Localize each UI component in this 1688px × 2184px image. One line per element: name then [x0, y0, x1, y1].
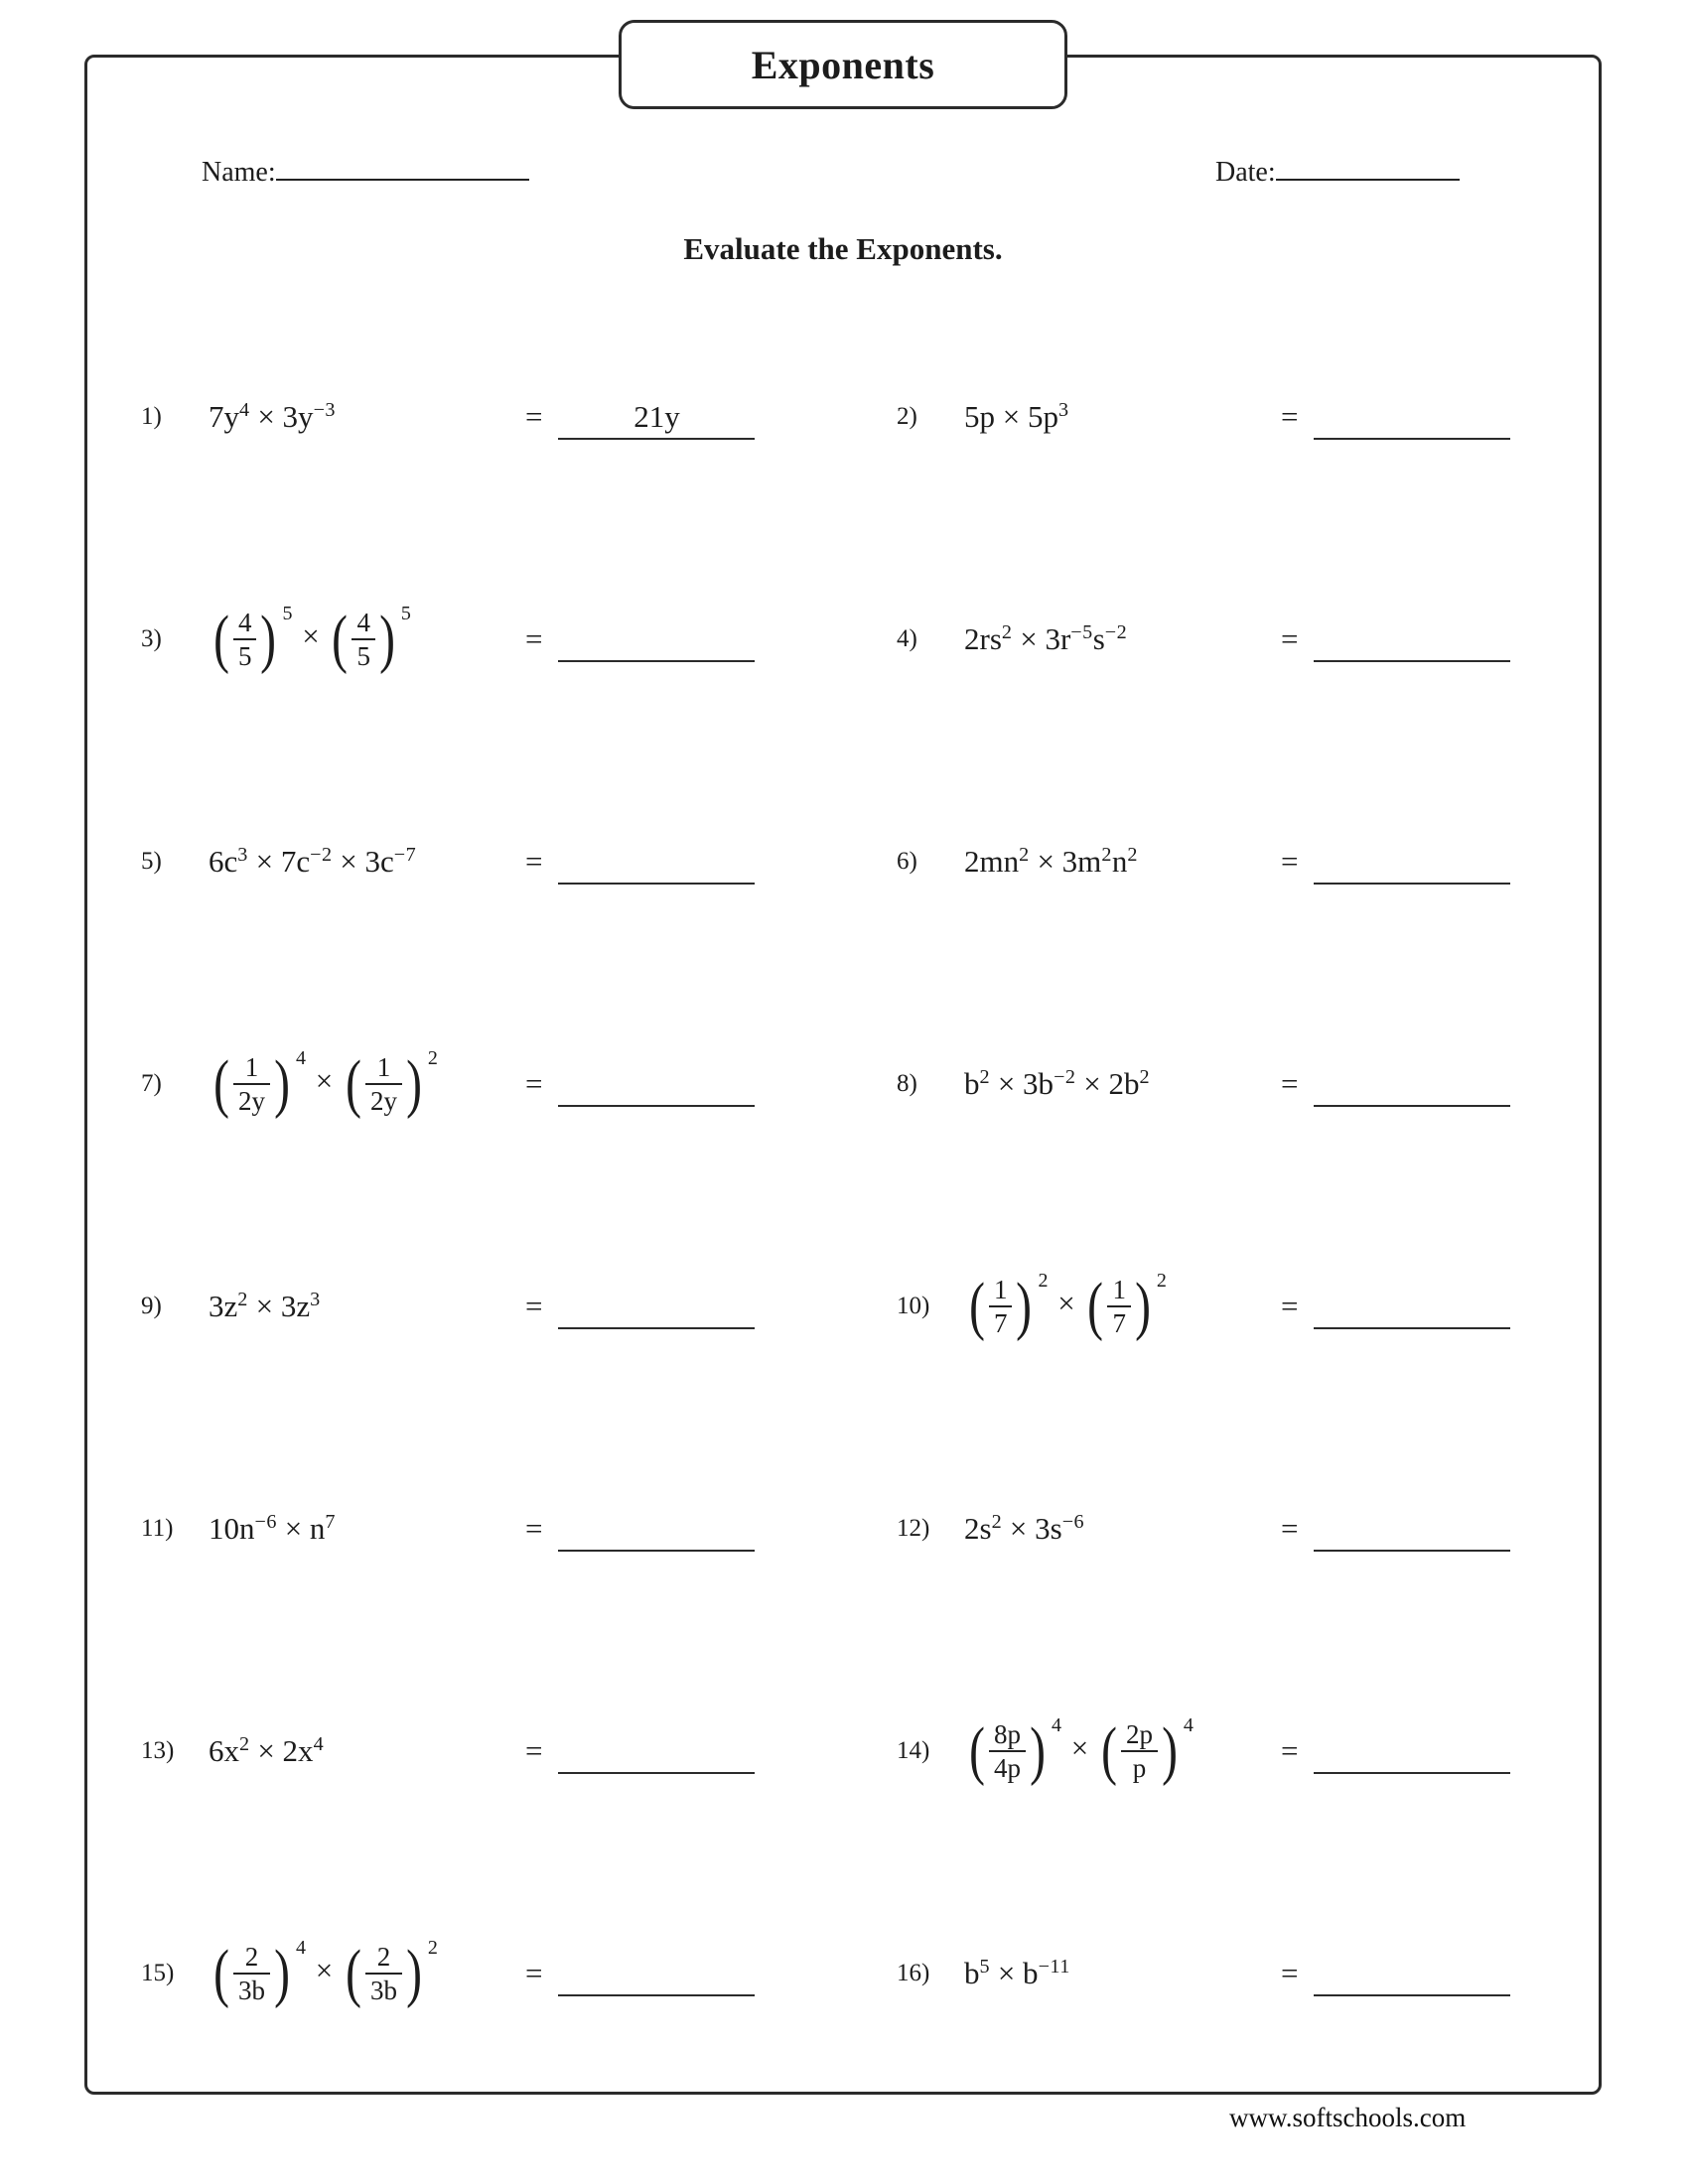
problem [843, 1951, 1591, 1996]
answer-text: 21y [633, 399, 680, 434]
close-paren: ) [406, 1937, 422, 2009]
fraction-numerator: 1 [989, 1275, 1013, 1307]
equals-sign: = [1281, 399, 1299, 434]
close-paren: ) [379, 603, 395, 675]
fraction [233, 1052, 270, 1116]
problem-number: 13) [141, 1737, 175, 1764]
expression-text: 2s [964, 1511, 992, 1546]
problem-row [95, 1640, 1591, 1862]
fraction [1107, 1275, 1131, 1338]
problem-expression [209, 1289, 521, 1324]
equals-sign: = [525, 399, 543, 434]
equals-sign: = [1281, 1066, 1299, 1101]
open-paren: ( [213, 603, 229, 675]
answer-line [558, 616, 755, 662]
exponent-superscript: 2 [237, 1288, 248, 1310]
expression-content [964, 1511, 1084, 1547]
problem-expression [964, 399, 1277, 435]
fraction-group [211, 603, 292, 676]
equals-sign: = [525, 1733, 543, 1768]
exponent-superscript: −2 [1054, 1065, 1076, 1088]
expression-text: s [1092, 621, 1105, 656]
open-paren: ( [346, 1937, 361, 2009]
fraction-denominator: p [1132, 1753, 1147, 1783]
open-paren: ( [332, 603, 349, 675]
expression-text: 2mn [964, 844, 1020, 879]
exponent-superscript: 2 [427, 1937, 438, 1959]
exponent-superscript: 2 [1019, 843, 1030, 866]
problem-number: 8) [897, 1070, 917, 1097]
equals-sign: = [525, 1956, 543, 1990]
expression-content [209, 1047, 440, 1121]
problem-number: 4) [897, 625, 917, 652]
exponent-superscript: 2 [979, 1065, 991, 1088]
answer-line [558, 1951, 755, 1996]
fraction-numerator: 4 [233, 608, 257, 640]
expression-text: × 3r [1012, 621, 1071, 656]
fraction-denominator: 3b [369, 1976, 397, 2005]
fraction-group [343, 1047, 438, 1121]
expression-text: × [1050, 1286, 1083, 1321]
expression-text: 3z [209, 1289, 238, 1323]
problem-row [95, 1418, 1591, 1640]
open-paren: ( [1087, 1270, 1104, 1342]
close-paren: ) [406, 1047, 422, 1120]
problem [95, 839, 843, 885]
answer-line [558, 1284, 755, 1329]
exponent-superscript: 3 [237, 843, 248, 866]
equals-sign: = [525, 1289, 543, 1323]
answer-line [558, 839, 755, 885]
fraction-group [1098, 1714, 1194, 1788]
fraction-group [329, 603, 410, 676]
problem-number: 2) [897, 403, 917, 430]
expression-text: 6x [209, 1733, 239, 1768]
fraction-numerator: 2p [1121, 1719, 1158, 1752]
fraction-numerator: 8p [989, 1719, 1026, 1752]
exponent-superscript: 4 [1183, 1714, 1194, 1736]
problem-row [95, 973, 1591, 1195]
equals-sign: = [1281, 621, 1299, 656]
equals-sign: = [525, 621, 543, 656]
fraction-denominator: 5 [237, 641, 252, 671]
fraction-denominator: 7 [1112, 1308, 1126, 1338]
equals-sign: = [1281, 1956, 1299, 1990]
exponent-superscript: 4 [313, 1732, 325, 1755]
answer-line [1314, 394, 1510, 440]
problem-number: 15) [141, 1960, 175, 1986]
exponent-superscript: −6 [1061, 1510, 1085, 1533]
exponent-superscript: 5 [282, 603, 293, 624]
expression-text: 5p × 5p [964, 399, 1058, 434]
name-blank-line [276, 153, 529, 181]
expression-text: × 3s [1002, 1511, 1062, 1546]
exponent-superscript: 2 [1101, 843, 1112, 866]
problem [95, 1506, 843, 1552]
expression-text: 10n [209, 1511, 255, 1546]
problem-expression [964, 1956, 1277, 1991]
exponent-superscript: −7 [393, 843, 417, 866]
close-paren: ) [260, 603, 277, 675]
open-paren: ( [969, 1714, 985, 1787]
close-paren: ) [274, 1937, 290, 2009]
answer-line [1314, 1506, 1510, 1552]
close-paren: ) [1016, 1270, 1033, 1342]
fraction-numerator: 1 [1107, 1275, 1131, 1307]
expression-text: × n [276, 1511, 326, 1546]
problem [843, 1061, 1591, 1107]
date-blank-line [1276, 153, 1460, 181]
fraction-group [1084, 1270, 1166, 1343]
answer-line [558, 394, 755, 440]
problem [843, 839, 1591, 885]
expression-text: n [1111, 844, 1128, 879]
exponent-superscript: 2 [427, 1047, 438, 1069]
expression-text: b [964, 1066, 980, 1101]
close-paren: ) [1135, 1270, 1151, 1342]
problem-expression [209, 603, 521, 676]
expression-text: × [294, 618, 328, 654]
problem [95, 1937, 843, 2010]
expression-text: × 7c [247, 844, 311, 879]
fraction-group [343, 1937, 438, 2010]
problem-expression [209, 844, 521, 880]
answer-line [1314, 1061, 1510, 1107]
problem-expression [964, 621, 1277, 657]
fraction-denominator: 5 [356, 641, 370, 671]
exponent-superscript: −3 [313, 398, 336, 421]
expression-content [964, 1066, 1150, 1102]
fraction [989, 1719, 1026, 1783]
open-paren: ( [1101, 1714, 1117, 1787]
fraction-group [966, 1714, 1061, 1788]
problem-expression [964, 1270, 1277, 1343]
fraction-group [211, 1937, 306, 2010]
exponent-superscript: 2 [1127, 843, 1138, 866]
exponent-superscript: 4 [1051, 1714, 1061, 1736]
exponent-superscript: 4 [295, 1937, 306, 1959]
exponent-superscript: 2 [991, 1510, 1003, 1533]
expression-text: × 3y [249, 399, 314, 434]
close-paren: ) [274, 1047, 290, 1120]
problem [843, 394, 1591, 440]
expression-text: × 3b [990, 1066, 1055, 1101]
answer-line [1314, 1728, 1510, 1774]
exponent-superscript: −5 [1070, 620, 1093, 643]
date-label: Date: [1215, 157, 1276, 188]
problem-expression [209, 1511, 521, 1547]
answer-line [1314, 1951, 1510, 1996]
name-label: Name: [202, 157, 276, 188]
equals-sign: = [525, 844, 543, 879]
fraction [989, 1275, 1013, 1338]
fraction [233, 608, 257, 671]
exponent-superscript: 5 [979, 1955, 991, 1978]
problem [843, 1714, 1591, 1788]
exponent-superscript: 5 [400, 603, 411, 624]
problem-expression [209, 1937, 521, 2010]
problem-number: 7) [141, 1070, 162, 1097]
answer-line [558, 1728, 755, 1774]
problem-number: 11) [141, 1515, 174, 1542]
fraction-denominator: 3b [237, 1976, 265, 2005]
expression-content [209, 1733, 324, 1769]
equals-sign: = [1281, 1511, 1299, 1546]
problem [843, 1506, 1591, 1552]
expression-text: × 2x [249, 1733, 314, 1768]
name-field [202, 153, 529, 189]
problem-number: 5) [141, 848, 162, 875]
expression-text: × 3c [332, 844, 394, 879]
exponent-superscript: 2 [239, 1732, 250, 1755]
exponent-superscript: 2 [1038, 1270, 1049, 1292]
problems-grid [95, 306, 1591, 2085]
close-paren: ) [1162, 1714, 1178, 1787]
problem-number: 9) [141, 1293, 162, 1319]
problem-row [95, 1195, 1591, 1418]
problem-expression [964, 1714, 1277, 1788]
exponent-superscript: −6 [254, 1510, 277, 1533]
fraction-numerator: 2 [233, 1942, 270, 1975]
problem [95, 1047, 843, 1121]
expression-text: 7y [209, 399, 239, 434]
expression-content [964, 1270, 1169, 1343]
problem [95, 1284, 843, 1329]
fraction-denominator: 7 [993, 1308, 1008, 1338]
expression-text: b [964, 1956, 980, 1990]
expression-content [209, 1511, 336, 1547]
answer-line [1314, 616, 1510, 662]
open-paren: ( [213, 1937, 229, 2009]
expression-content [209, 1289, 321, 1324]
problem-row [95, 1862, 1591, 2085]
equals-sign: = [1281, 844, 1299, 879]
problem-row [95, 751, 1591, 973]
exponent-superscript: 4 [295, 1047, 306, 1069]
problem-expression [209, 1733, 521, 1769]
problem-number: 6) [897, 848, 917, 875]
expression-text: × 3m [1029, 844, 1102, 879]
expression-content [209, 1937, 440, 2010]
problem-number: 10) [897, 1293, 930, 1319]
expression-text: × [307, 1063, 341, 1099]
problem-expression [964, 844, 1277, 880]
problem-expression [964, 1511, 1277, 1547]
worksheet-title: Exponents [751, 42, 935, 87]
footer-url: www.softschools.com [1229, 2103, 1467, 2132]
problem-row [95, 306, 1591, 528]
equals-sign: = [1281, 1289, 1299, 1323]
fraction-group [966, 1270, 1048, 1343]
exponent-superscript: 4 [239, 398, 250, 421]
fraction [365, 1052, 402, 1116]
expression-content [209, 399, 336, 435]
problem-row [95, 528, 1591, 751]
exponent-superscript: −11 [1038, 1955, 1070, 1978]
close-paren: ) [1030, 1714, 1046, 1787]
expression-content [964, 1956, 1070, 1991]
problem [95, 603, 843, 676]
answer-line [558, 1506, 755, 1552]
expression-text: × [307, 1953, 341, 1988]
exponent-superscript: −2 [1104, 620, 1128, 643]
problem-number: 12) [897, 1515, 930, 1542]
fraction-numerator: 4 [352, 608, 375, 640]
expression-text: × b [990, 1956, 1039, 1990]
problem [95, 1728, 843, 1774]
problem [95, 394, 843, 440]
exponent-superscript: 2 [1156, 1270, 1167, 1292]
exponent-superscript: 7 [325, 1510, 336, 1533]
fraction [233, 1942, 270, 2005]
fraction [365, 1942, 402, 2005]
expression-content [964, 1714, 1196, 1788]
expression-text: × 3z [247, 1289, 311, 1323]
expression-text: 6c [209, 844, 238, 879]
fraction [1121, 1719, 1158, 1783]
exponent-superscript: 2 [1139, 1065, 1151, 1088]
expression-content [964, 621, 1127, 657]
expression-text: 2rs [964, 621, 1002, 656]
open-paren: ( [346, 1047, 361, 1120]
problem-number: 14) [897, 1737, 930, 1764]
problem-number: 16) [897, 1960, 930, 1986]
exponent-superscript: 3 [1057, 398, 1069, 421]
expression-text: × 2b [1075, 1066, 1140, 1101]
exponent-superscript: 3 [310, 1288, 321, 1310]
problem-expression [209, 1047, 521, 1121]
fraction-numerator: 2 [365, 1942, 402, 1975]
equals-sign: = [525, 1066, 543, 1101]
problem [843, 1270, 1591, 1343]
expression-content [964, 399, 1069, 435]
worksheet-title-box [619, 20, 1067, 109]
instruction-text: Evaluate the Exponents. [683, 231, 1003, 266]
problem-expression [209, 399, 521, 435]
expression-content [964, 844, 1138, 880]
open-paren: ( [969, 1270, 985, 1342]
exponent-superscript: 2 [1001, 620, 1013, 643]
worksheet-page [84, 42, 1602, 2095]
exponent-superscript: −2 [310, 843, 333, 866]
answer-line [1314, 839, 1510, 885]
equals-sign: = [525, 1511, 543, 1546]
fraction-numerator: 1 [365, 1052, 402, 1085]
open-paren: ( [213, 1047, 229, 1120]
problem-expression [964, 1066, 1277, 1102]
fraction-denominator: 4p [993, 1753, 1021, 1783]
answer-line [1314, 1284, 1510, 1329]
answer-line [558, 1061, 755, 1107]
fraction [352, 608, 375, 671]
expression-content [209, 844, 416, 880]
fraction-denominator: 2y [237, 1086, 265, 1116]
problem [843, 616, 1591, 662]
problem-number: 1) [141, 403, 162, 430]
expression-content [209, 603, 413, 676]
problem-number: 3) [141, 625, 162, 652]
fraction-group [211, 1047, 306, 1121]
fraction-denominator: 2y [369, 1086, 397, 1116]
date-field [1215, 153, 1460, 189]
equals-sign: = [1281, 1733, 1299, 1768]
expression-text: × [1062, 1730, 1096, 1766]
fraction-numerator: 1 [233, 1052, 270, 1085]
